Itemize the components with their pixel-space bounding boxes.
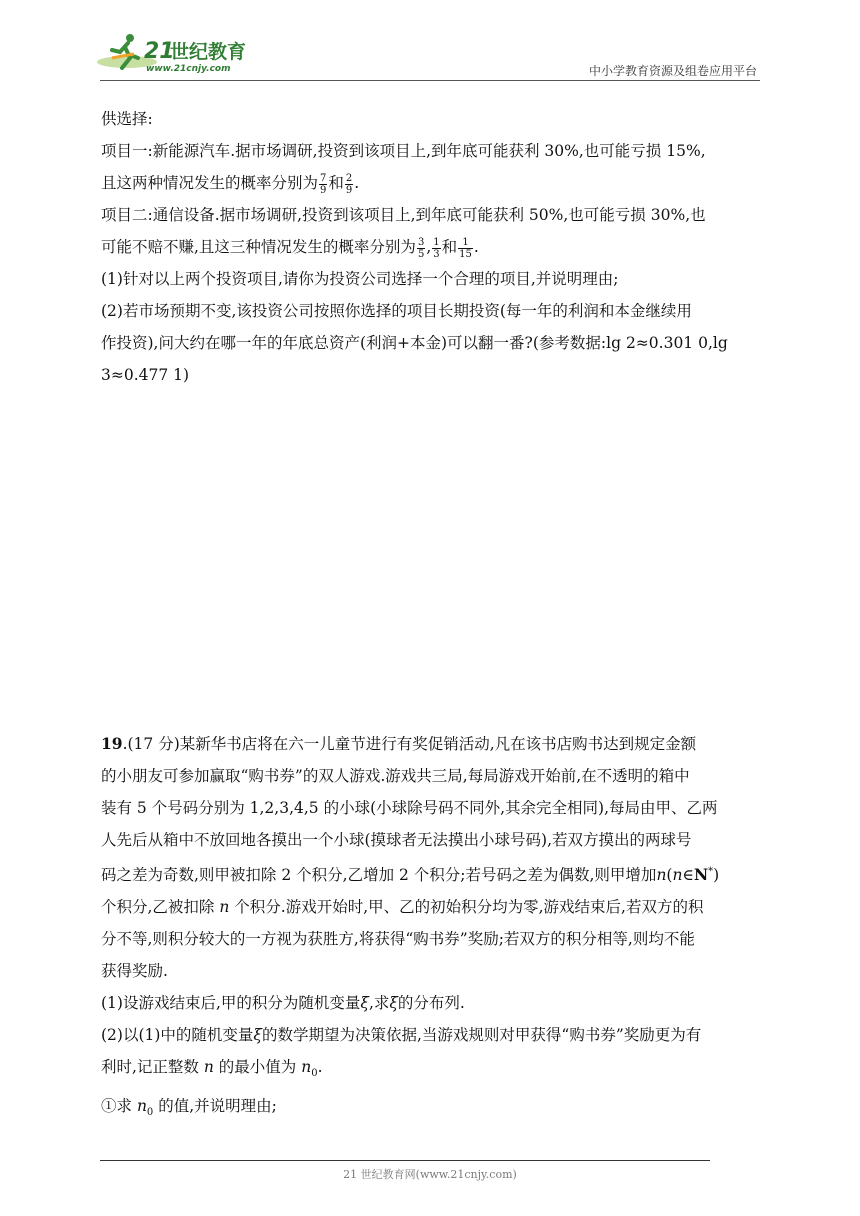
fraction-7-9: $\frac{7}{9}$ <box>320 172 327 196</box>
fraction-3-5: $\frac{3}{5}$ <box>417 236 425 260</box>
q19-line5: 码之差为奇数,则甲被扣除 2 个积分,乙增加 2 个积分;若号码之差为偶数,则甲增加n(n∈N*) <box>101 865 720 885</box>
logo <box>92 28 262 78</box>
intro-text: 供选择: <box>101 110 153 128</box>
q19-line7: 分不等,则积分较大的一方视为获胜方,将获得“购书券”奖励;若双方的积分相等,则均不能 <box>101 930 695 949</box>
question-19 <box>101 728 771 1129</box>
fraction-2-9: $\frac{2}{9}$ <box>345 172 353 196</box>
question-number: 19 <box>101 734 123 753</box>
project2-line2: 可能不赔不赚,且这三种情况发生的概率分别为 $\frac{3}{5}$ , $\frac{1}{3}$ 和 $\frac{1}{15}$ . <box>101 236 479 260</box>
q19-part-1: (1)设游戏结束后,甲的积分为随机变量ξ,求ξ的分布列. <box>101 994 465 1013</box>
page-header <box>0 0 860 82</box>
svg-text:世纪教育: 世纪教育 <box>170 41 247 63</box>
fraction-1-15: $\frac{1}{15}$ <box>459 236 472 260</box>
q19-line1: 19.(17 分)某新华书店将在六一儿童节进行有奖促销活动,凡在该书店购书达到规定金额 <box>101 734 697 753</box>
q19-line6: 个积分,乙被扣除 n 个积分.游戏开始时,甲、乙的初始积分均为零,游戏结束后,若双方的积 <box>101 898 704 917</box>
q19-line4: 人先后从箱中不放回地各摸出一个小球(摸球者无法摸出小球号码),若双方摸出的两球号 <box>101 831 692 849</box>
q19-part-2a: ①求 $n_0$ 的值,并说明理由; <box>101 1097 277 1119</box>
question-part-2-line2: 作投资),问大约在哪一年的年底总资产(利润+本金)可以翻一番?(参考数据:lg 2≈0.301 0,lg <box>101 334 728 352</box>
project2-line1: 项目二:通信设备.据市场调研,投资到该项目上,到年底可能获利 50%,也可能亏损 30%,也 <box>101 206 706 224</box>
q19-part-2-line1: (2)以(1)中的随机变量ξ的数学期望为决策依据,当游戏规则对甲获得“购书券”奖励更为有 <box>101 1026 702 1045</box>
q19-line2: 的小朋友可参加赢取“购书券”的双人游戏.游戏共三局,每局游戏开始前,在不透明的箱中 <box>101 767 690 785</box>
header-divider <box>100 80 760 81</box>
footer-divider <box>100 1160 710 1161</box>
project1-line2: 且这两种情况发生的概率分别为 $\frac{7}{9}$ 和 $\frac{2}{9}$ . <box>101 172 360 196</box>
project1-line1: 项目一:新能源汽车.据市场调研,投资到该项目上,到年底可能获利 30%,也可能亏损 15%, <box>101 142 706 160</box>
question-18-continuation <box>101 103 771 391</box>
svg-text:21: 21 <box>144 39 175 64</box>
q19-line3: 装有 5 个号码分别为 1,2,3,4,5 的小球(小球除号码不同外,其余完全相同),每局由甲、乙两 <box>101 799 718 817</box>
platform-name: 中小学教育资源及组卷应用平台 <box>588 64 757 78</box>
question-part-2-line3: 3≈0.477 1) <box>101 366 190 384</box>
question-part-2-line1: (2)若市场预期不变,该投资公司按照你选择的项目长期投资(每一年的利润和本金继续用 <box>101 302 692 320</box>
fraction-1-3: $\frac{1}{3}$ <box>433 236 440 260</box>
question-part-1: (1)针对以上两个投资项目,请你为投资公司选择一个合理的项目,并说明理由; <box>101 270 619 288</box>
page-footer: 21 世纪教育网(www.21cnjy.com) <box>343 1168 517 1181</box>
q19-line8: 获得奖励. <box>101 962 168 981</box>
q19-part-2-line2: 利时,记正整数 n 的最小值为 $n_0$. <box>101 1058 323 1080</box>
logo-url: www.21cnjy.com <box>146 64 231 74</box>
logo-graphic <box>92 28 262 78</box>
